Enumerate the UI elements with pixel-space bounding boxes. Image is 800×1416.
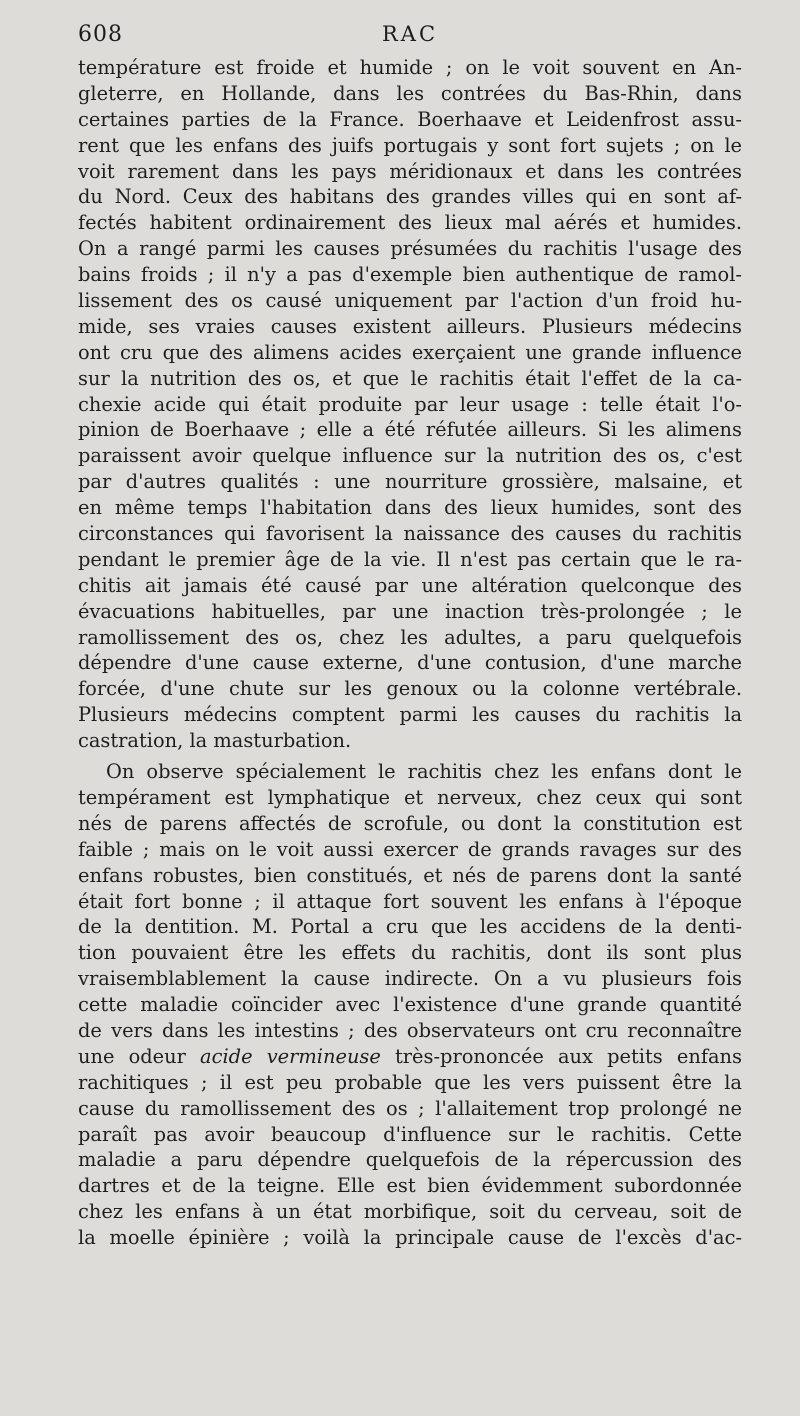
text-line: ramollissement des os, chez les adultes, a paru quelquefois: [78, 625, 742, 649]
page-number: 608: [78, 22, 123, 47]
text-line: vraisemblablement la cause indirecte. On a vu plusieurs fois: [78, 967, 742, 991]
page-header: [78, 22, 742, 52]
text-line: du Nord. Ceux des habitans des grandes villes qui en sont af-: [78, 185, 742, 209]
text-line: tion pouvaient être les effets du rachitis, dont ils sont plus: [78, 941, 742, 965]
text-line: gleterre, en Hollande, dans les contrées du Bas-Rhin, dans: [78, 81, 742, 105]
text-line: chitis ait jamais été causé par une altération quelconque des: [78, 573, 742, 597]
text-line: rachitiques ; il est peu probable que les vers puissent être la: [78, 1070, 742, 1094]
text-line: On a rangé parmi les causes présumées du rachitis l'usage des: [78, 237, 742, 261]
text-line: forcée, d'une chute sur les genoux ou la colonne vertébrale.: [78, 677, 742, 701]
running-head: RAC: [381, 22, 439, 46]
text-line: chez les enfans à un état morbifique, soit du cerveau, soit de: [78, 1200, 742, 1224]
text-line: bains froids ; il n'y a pas d'exemple bien authentique de ramol-: [78, 263, 742, 287]
text-line: cette maladie coïncider avec l'existence d'une grande quantité: [78, 993, 742, 1017]
paragraph-2: [78, 759, 742, 1251]
text-line: ont cru que des alimens acides exerçaient une grande influence: [78, 340, 742, 364]
text-line: de vers dans les intestins ; des observateurs ont cru reconnaître: [78, 1018, 742, 1042]
text-line: certaines parties de la France. Boerhaave et Leidenfrost assu-: [78, 107, 742, 131]
text-line: dépendre d'une cause externe, d'une contusion, d'une marche: [78, 651, 742, 675]
text-line: par d'autres qualités : une nourriture grossière, malsaine, et: [78, 470, 742, 494]
paragraph-1: [78, 55, 742, 754]
text-line: évacuations habituelles, par une inaction très-prolongée ; le: [78, 599, 742, 623]
text-line: faible ; mais on le voit aussi exercer de grands ravages sur des: [78, 837, 742, 861]
text-line: en même temps l'habitation dans des lieux humides, sont des: [78, 496, 742, 520]
text-line: pendant le premier âge de la vie. Il n'est pas certain que le ra-: [78, 547, 742, 571]
text-line: de la dentition. M. Portal a cru que les accidens de la denti-: [78, 915, 742, 939]
body-text: [78, 55, 742, 1251]
text-line: fectés habitent ordinairement des lieux mal aérés et humides.: [78, 211, 742, 235]
text-line: nés de parens affectés de scrofule, ou dont la constitution est: [78, 811, 742, 835]
text-line: paraît pas avoir beaucoup d'influence sur le rachitis. Cette: [78, 1122, 742, 1146]
text-line: Plusieurs médecins comptent parmi les causes du rachitis la: [78, 703, 742, 727]
text-line: dartres et de la teigne. Elle est bien évidemment subordonnée: [78, 1174, 742, 1198]
text-line: enfans robustes, bien constitués, et nés de parens dont la santé: [78, 863, 742, 887]
text-line: pinion de Boerhaave ; elle a été réfutée ailleurs. Si les alimens: [78, 418, 742, 442]
text-line: rent que les enfans des juifs portugais y sont fort sujets ; on le: [78, 133, 742, 157]
text-line: température est froide et humide ; on le voit souvent en An-: [78, 56, 742, 79]
text-line-with-italic: [78, 1044, 742, 1070]
text-line: circonstances qui favorisent la naissance des causes du rachitis: [78, 522, 742, 546]
text-line: la moelle épinière ; voilà la principale cause de l'excès d'ac-: [78, 1226, 742, 1250]
text-run: une odeur: [78, 1044, 201, 1068]
text-line: était fort bonne ; il attaque fort souvent les enfans à l'époque: [78, 889, 742, 913]
italic-term: acide vermineuse: [200, 1044, 381, 1068]
text-line: tempérament est lymphatique et nerveux, chez ceux qui sont: [78, 785, 742, 809]
text-line: lissement des os causé uniquement par l'action d'un froid hu-: [78, 289, 742, 313]
text-line: maladie a paru dépendre quelquefois de la répercussion des: [78, 1148, 742, 1172]
text-line: sur la nutrition des os, et que le rachitis était l'effet de la ca-: [78, 366, 742, 390]
text-line: paraissent avoir quelque influence sur la nutrition des os, c'est: [78, 444, 742, 468]
text-line: On observe spécialement le rachitis chez les enfans dont le: [106, 760, 742, 784]
text-line: voit rarement dans les pays méridionaux et dans les contrées: [78, 159, 742, 183]
text-line: mide, ses vraies causes existent ailleurs. Plusieurs médecins: [78, 314, 742, 338]
text-line: castration, la masturbation.: [78, 729, 352, 753]
text-line: chexie acide qui était produite par leur usage : telle était l'o-: [78, 392, 742, 416]
text-line: cause du ramollissement des os ; l'allaitement trop prolongé ne: [78, 1096, 742, 1120]
text-run: très-prononcée aux petits enfans: [380, 1044, 742, 1068]
